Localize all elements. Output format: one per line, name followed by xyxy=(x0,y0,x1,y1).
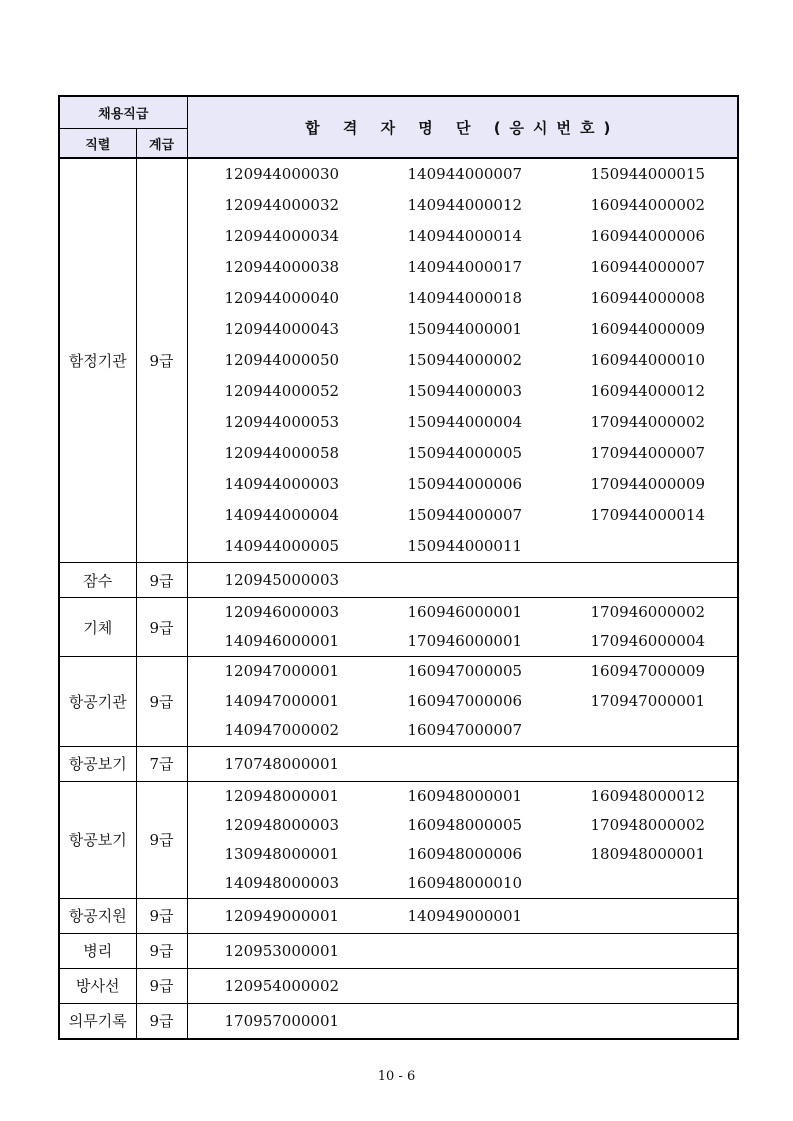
grade-cell: 9급 xyxy=(136,898,187,933)
exam-number-list xyxy=(187,598,738,657)
header-grade: 계급 xyxy=(136,129,187,159)
exam-number: 150944000004 xyxy=(407,413,523,431)
exam-number: 120948000001 xyxy=(224,786,340,805)
exam-number: 120944000050 xyxy=(224,351,340,369)
exam-number: 160948000012 xyxy=(590,786,706,805)
exam-number: 170948000002 xyxy=(590,815,706,834)
exam-number: 120944000040 xyxy=(224,289,340,307)
page-number: 10 - 6 xyxy=(377,1069,416,1084)
exam-number: 160944000002 xyxy=(590,196,706,214)
table-row xyxy=(59,598,738,657)
table-row xyxy=(59,781,738,898)
exam-number: 120953000001 xyxy=(224,941,340,960)
table-row xyxy=(59,933,738,968)
exam-number: 170946000004 xyxy=(590,632,706,650)
exam-number-list xyxy=(187,158,738,563)
exam-number: 120944000052 xyxy=(224,382,340,400)
exam-number: 150944000005 xyxy=(407,444,523,462)
exam-number: 160948000010 xyxy=(407,873,523,892)
exam-number: 140947000001 xyxy=(224,691,340,710)
exam-number: 160947000005 xyxy=(407,662,523,680)
exam-number: 140947000002 xyxy=(224,721,340,739)
exam-number: 170947000001 xyxy=(590,691,706,710)
exam-number: 180948000001 xyxy=(590,844,706,863)
table-row xyxy=(59,898,738,933)
exam-number: 120944000030 xyxy=(224,165,340,183)
exam-number-grid xyxy=(188,1004,738,1038)
table-row xyxy=(59,657,738,747)
exam-number: 150944000002 xyxy=(407,351,523,369)
exam-number: 140948000003 xyxy=(224,873,340,892)
category-cell: 항공기관 xyxy=(59,657,136,747)
exam-number: 140944000018 xyxy=(407,289,523,307)
exam-number: 150944000003 xyxy=(407,382,523,400)
exam-number: 160947000006 xyxy=(407,691,523,710)
exam-number-grid xyxy=(188,159,738,562)
exam-number: 170944000014 xyxy=(590,506,706,524)
exam-number-grid xyxy=(188,969,738,1003)
grade-cell: 9급 xyxy=(136,1003,187,1039)
exam-number-grid xyxy=(188,782,738,898)
exam-number: 150944000015 xyxy=(590,165,706,183)
exam-number: 160944000010 xyxy=(590,351,706,369)
exam-number-list xyxy=(187,1003,738,1039)
exam-number xyxy=(591,563,774,597)
exam-number xyxy=(408,563,591,597)
exam-number: 120944000058 xyxy=(224,444,340,462)
exam-number-list xyxy=(187,657,738,747)
exam-number: 140944000005 xyxy=(224,537,340,555)
grade-cell: 9급 xyxy=(136,781,187,898)
category-cell: 의무기록 xyxy=(59,1003,136,1039)
exam-number-grid xyxy=(188,563,738,597)
exam-number: 170946000001 xyxy=(407,632,523,650)
exam-number xyxy=(408,747,591,781)
exam-number-grid xyxy=(188,598,738,656)
exam-number: 130948000001 xyxy=(224,844,340,863)
category-cell: 방사선 xyxy=(59,968,136,1003)
category-cell: 잠수 xyxy=(59,563,136,598)
exam-number: 120944000034 xyxy=(224,227,340,245)
exam-number: 120944000043 xyxy=(224,320,340,338)
exam-number: 170944000009 xyxy=(590,475,706,493)
category-cell: 기체 xyxy=(59,598,136,657)
exam-number: 160948000005 xyxy=(407,815,523,834)
exam-number: 150944000001 xyxy=(407,320,523,338)
exam-number: 170944000002 xyxy=(590,413,706,431)
exam-number: 120947000001 xyxy=(224,662,340,680)
exam-number-grid xyxy=(188,747,738,781)
exam-number: 140949000001 xyxy=(407,906,523,925)
exam-number: 160944000006 xyxy=(590,227,706,245)
exam-number: 120945000003 xyxy=(224,571,340,589)
exam-number: 140944000014 xyxy=(407,227,523,245)
exam-number-list xyxy=(187,933,738,968)
grade-cell: 9급 xyxy=(136,933,187,968)
exam-number: 120944000038 xyxy=(224,258,340,276)
table-row xyxy=(59,158,738,563)
exam-number: 120948000003 xyxy=(224,815,340,834)
header-recruit-grade: 채용직급 xyxy=(59,96,187,129)
exam-number: 160944000009 xyxy=(590,320,706,338)
exam-number: 150944000011 xyxy=(407,537,523,555)
exam-number xyxy=(408,1004,591,1038)
category-cell: 항공보기 xyxy=(59,781,136,898)
exam-number: 150944000006 xyxy=(407,475,523,493)
exam-number xyxy=(591,747,774,781)
exam-number: 150944000007 xyxy=(407,506,523,524)
exam-number-list xyxy=(187,563,738,598)
exam-number: 120949000001 xyxy=(224,906,340,925)
category-cell: 항공보기 xyxy=(59,746,136,781)
exam-number xyxy=(591,934,774,968)
exam-number-grid xyxy=(188,657,738,746)
table-row xyxy=(59,746,738,781)
exam-number-list xyxy=(187,781,738,898)
grade-cell: 9급 xyxy=(136,563,187,598)
exam-number xyxy=(591,1004,774,1038)
exam-number: 160944000008 xyxy=(590,289,706,307)
exam-number: 140946000001 xyxy=(224,632,340,650)
exam-number xyxy=(408,934,591,968)
exam-number xyxy=(591,899,774,933)
results-body xyxy=(59,158,738,1039)
header-category: 직렬 xyxy=(59,129,136,159)
exam-number: 160946000001 xyxy=(407,603,523,621)
grade-cell: 9급 xyxy=(136,657,187,747)
exam-number: 120944000053 xyxy=(224,413,340,431)
exam-number: 140944000007 xyxy=(407,165,523,183)
table-row xyxy=(59,1003,738,1039)
exam-number: 160944000012 xyxy=(590,382,706,400)
grade-cell: 9급 xyxy=(136,598,187,657)
exam-number: 170748000001 xyxy=(224,754,340,773)
exam-number: 170944000007 xyxy=(590,444,706,462)
exam-number-list xyxy=(187,898,738,933)
exam-number xyxy=(408,969,591,1003)
exam-number xyxy=(591,716,774,746)
exam-number: 160947000009 xyxy=(590,662,706,680)
exam-number: 120944000032 xyxy=(224,196,340,214)
category-cell: 함정기관 xyxy=(59,158,136,563)
exam-number: 160944000007 xyxy=(590,258,706,276)
exam-number: 140944000003 xyxy=(224,475,340,493)
results-table xyxy=(58,95,739,1040)
table-row xyxy=(59,563,738,598)
grade-cell: 9급 xyxy=(136,968,187,1003)
exam-number: 120954000002 xyxy=(224,976,340,995)
table-row xyxy=(59,968,738,1003)
exam-number-grid xyxy=(188,899,738,933)
exam-number: 160947000007 xyxy=(407,721,523,739)
category-cell: 항공지원 xyxy=(59,898,136,933)
grade-cell: 7급 xyxy=(136,746,187,781)
exam-number-list xyxy=(187,968,738,1003)
exam-number: 170946000002 xyxy=(590,603,706,621)
exam-number-list xyxy=(187,746,738,781)
exam-number: 160948000006 xyxy=(407,844,523,863)
category-cell: 병리 xyxy=(59,933,136,968)
exam-number: 170957000001 xyxy=(224,1011,340,1030)
exam-number xyxy=(591,869,774,898)
grade-cell: 9급 xyxy=(136,158,187,563)
exam-number: 160948000001 xyxy=(407,786,523,805)
exam-number: 120946000003 xyxy=(224,603,340,621)
exam-number xyxy=(591,531,774,562)
exam-number: 140944000012 xyxy=(407,196,523,214)
exam-number-grid xyxy=(188,934,738,968)
header-passers-list: 합 격 자 명 단 (응시번호) xyxy=(187,96,738,158)
exam-number: 140944000004 xyxy=(224,506,340,524)
exam-number xyxy=(591,969,774,1003)
exam-number: 140944000017 xyxy=(407,258,523,276)
